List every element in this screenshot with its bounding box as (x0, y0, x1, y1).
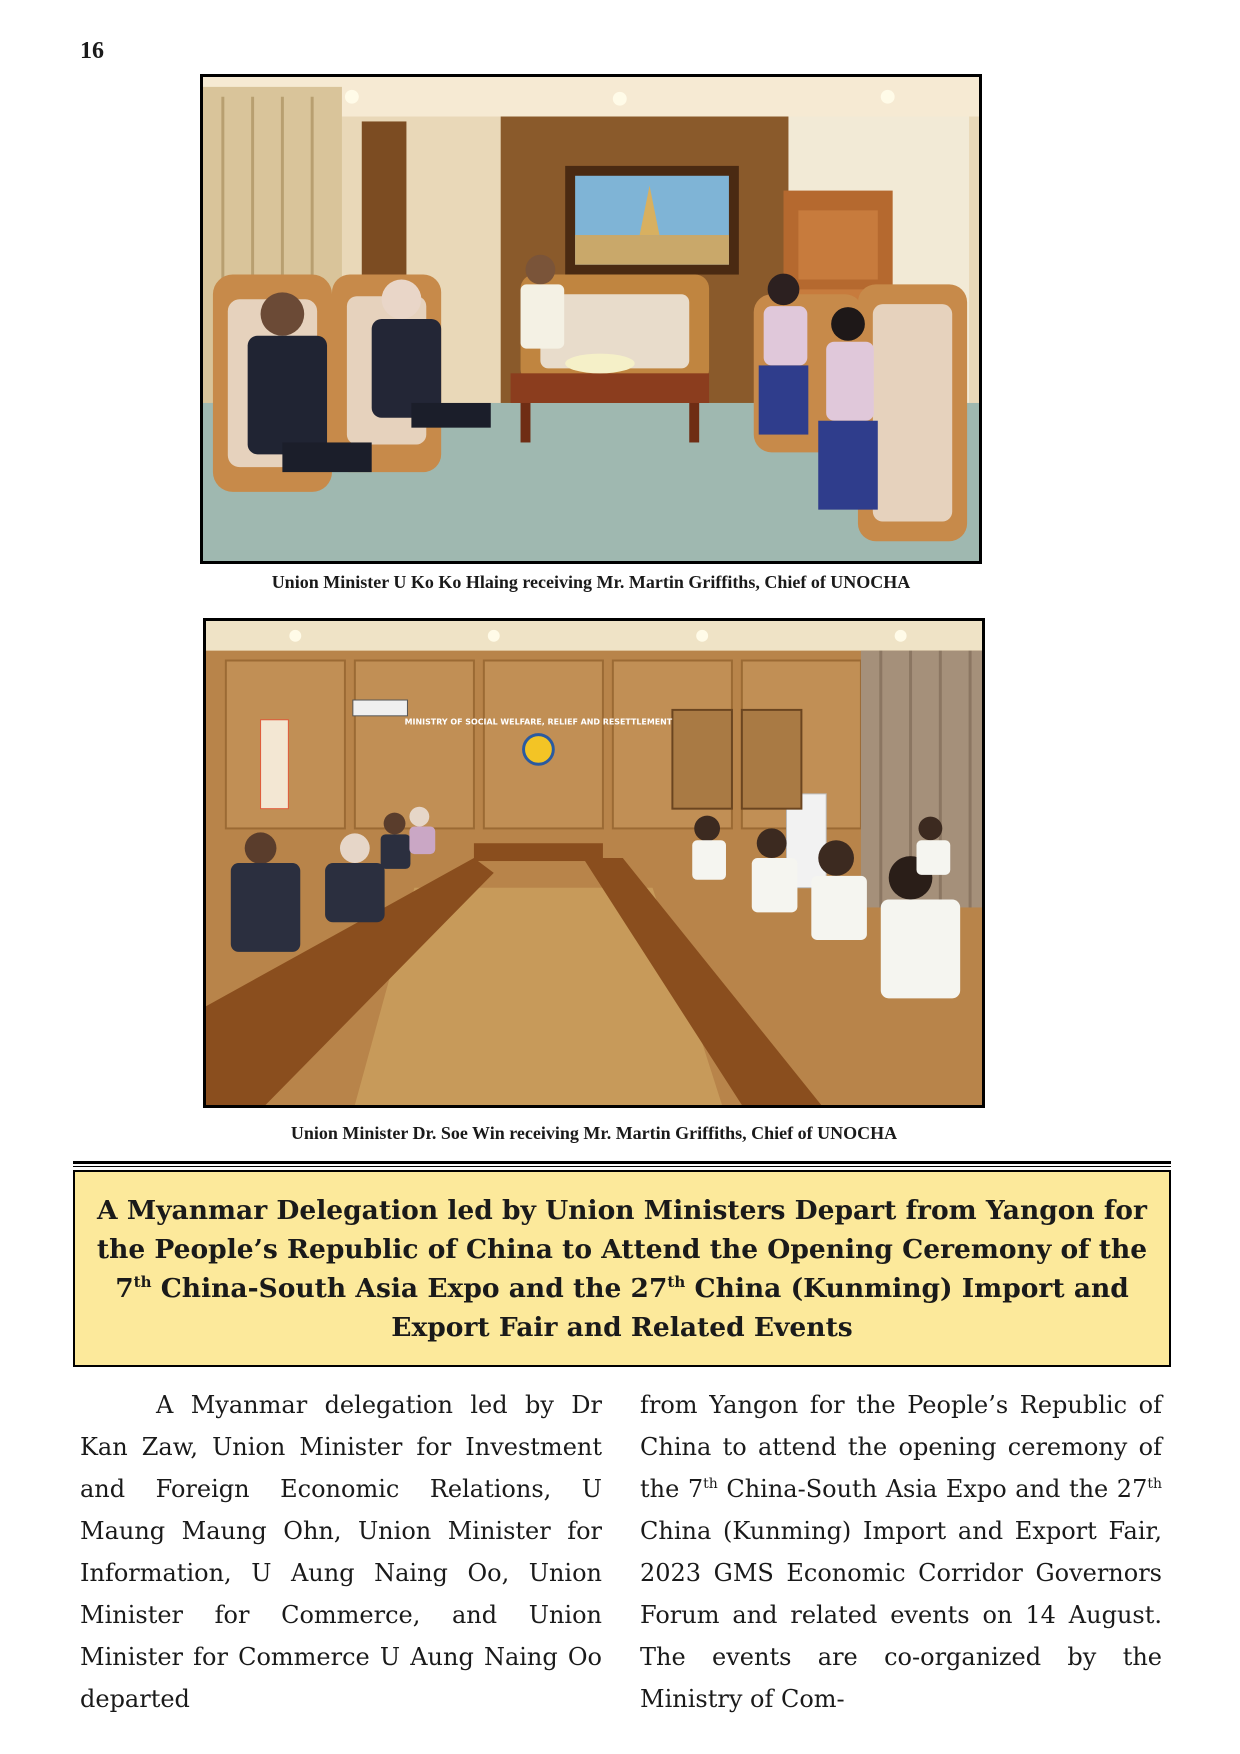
article-paragraph: A Myanmar delegation led by Dr Kan Zaw, Union Minister for Investment and Foreign Economic Relations, U Maung Maung Ohn, Union Minister for Information, U Aung Naing Oo, Union Minister for Commerce, and Union Minister for Commerce U Aung Naing Oo departed (80, 1391, 602, 1713)
article-column-2 (640, 1384, 1162, 1720)
article-paragraph-continued: from Yangon for the People’s Republic of China to attend the opening ceremony of the 7th China-South Asia Expo and the 27th China (Kunming) Import and Export Fair, 2023 GMS Economic Corridor Governors Forum and related events on 14 August. The events are co-organized by the Ministry of Com- (640, 1391, 1162, 1713)
photo1-caption: Union Minister U Ko Ko Hlaing receiving Mr. Martin Griffiths, Chief of UNOCHA (271, 572, 911, 592)
article-headline: A Myanmar Delegation led by Union Ministers Depart from Yangon for the People’s Republic of China to Attend the Opening Ceremony of the 7th China-South Asia Expo and the 27th China (Kunming) Import and Export Fair and Related Events (96, 1194, 1148, 1343)
ministry-wall-sign: MINISTRY OF SOCIAL WELFARE, RELIEF AND RESETTLEMENT (404, 717, 673, 727)
section-divider-thick (73, 1161, 1171, 1164)
photo2-caption: Union Minister Dr. Soe Win receiving Mr. Martin Griffiths, Chief of UNOCHA (290, 1123, 898, 1143)
photo-meeting-unocha-2 (203, 618, 985, 1108)
photo-meeting-unocha-1 (200, 74, 982, 564)
page-number: 16 (80, 38, 104, 64)
article-column-1 (80, 1384, 602, 1720)
section-divider-thin (73, 1166, 1171, 1167)
headline-box (73, 1170, 1171, 1367)
